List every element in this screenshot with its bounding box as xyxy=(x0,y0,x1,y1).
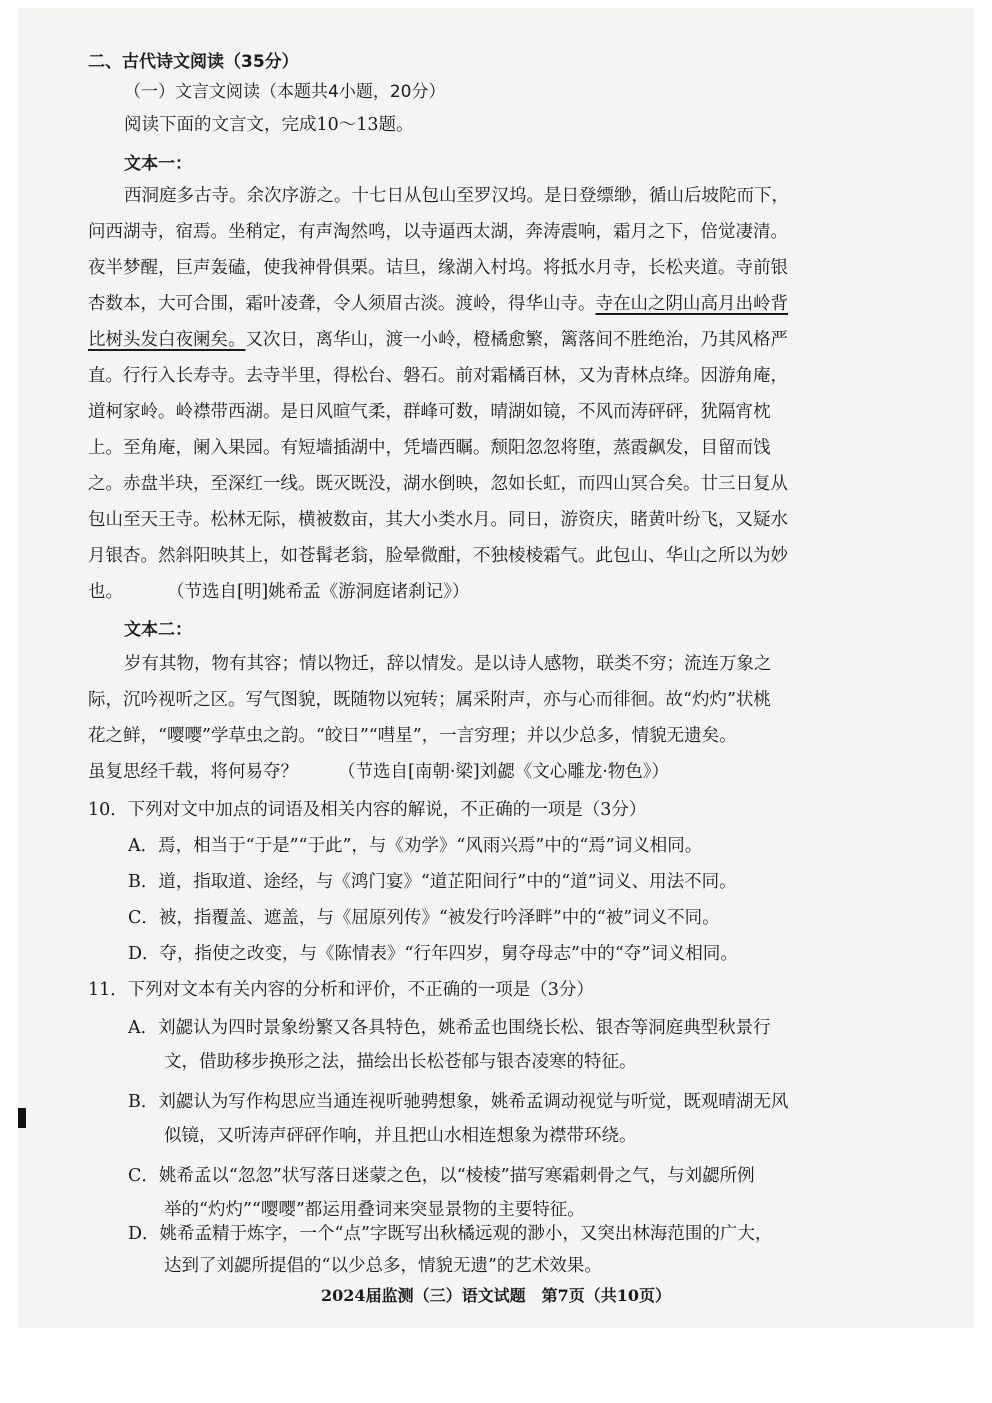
text1-line: 道柯家岭。岭襟带西湖。是日风暄气柔，群峰可数，晴湖如镜，不风而涛砰砰，犹隔宵枕 xyxy=(88,402,771,422)
text1-line xyxy=(88,292,788,316)
text2-line: 花之鲜，“嘤嘤”学草虫之韵。“皎日”“嘒星”，一言穷理；并以少总多，情貌无遗矣。 xyxy=(88,726,737,746)
text1-line: 上。至角庵，阑入果园。有短墙插湖中，凭墙西瞩。颓阳忽忽将堕，蒸霞飙发，目留而饯 xyxy=(88,438,771,458)
question-11-option-c: C．姚希孟以“忽忽”状写落日迷蒙之色，以“棱棱”描写寒霜刺骨之气，与刘勰所例 xyxy=(128,1166,755,1186)
text1-label: 文本一： xyxy=(124,154,192,174)
text1-line xyxy=(88,328,788,352)
text2-line: 际，沉吟视听之区。写气图貌，既随物以宛转；属采附声，亦与心而徘徊。故“灼灼”状桃 xyxy=(88,690,771,710)
underlined-sentence: 寺在山之阴山高月出岭背 xyxy=(595,294,788,314)
instruction: 阅读下面的文言文，完成10～13题。 xyxy=(124,115,414,135)
text1-line: 月银杏。然斜阳映其上，如苍髯老翁，脸晕微酣，不独棱棱霜气。此包山、华山之所以为妙 xyxy=(88,546,788,566)
text2-label: 文本二： xyxy=(124,620,192,640)
text1-line: 西洞庭多古寺。余次序游之。十七日从包山至罗汉坞。是日登缥缈，循山后坡陀而下， xyxy=(124,186,789,206)
section-title: 二、古代诗文阅读（35分） xyxy=(88,52,299,72)
text1-line-part: 也。 xyxy=(88,582,123,602)
question-11-option-c-cont: 举的“灼灼”“嘤嘤”都运用叠词来突显景物的主要特征。 xyxy=(164,1200,585,1220)
text2-line xyxy=(88,760,669,784)
question-11-stem: 11．下列对文本有关内容的分析和评价，不正确的一项是（3分） xyxy=(88,980,594,1000)
question-11-option-d: D．姚希孟精于炼字，一个“点”字既写出秋橘远观的渺小，又突出林海范围的广大， xyxy=(128,1224,773,1244)
text1-line: 之。赤盘半玦，至深红一线。既灭既没，湖水倒映，忽如长虹，而四山冥合矣。廿三日复从 xyxy=(88,474,788,494)
question-11-option-a: A．刘勰认为四时景象纷繁又各具特色，姚希孟也围绕长松、银杏等洞庭典型秋景行 xyxy=(128,1018,771,1038)
page-footer: 2024届监测（三）语文试题 第7页（共10页） xyxy=(321,1286,671,1305)
text1-line: 直。行行入长寿寺。去寺半里，得松台、磐石。前对霜橘百林，又为青林点绛。因游角庵， xyxy=(88,366,788,386)
text1-line: 问西湖寺，宿焉。坐稍定，有声淘然鸣，以寺逼西太湖，奔涛震响，霜月之下，倍觉凄清。 xyxy=(88,222,788,242)
text1-line: 包山至天王寺。松林无际，横被数亩，其大小类水月。同日，游资庆，睹黄叶纷飞，又疑水 xyxy=(88,510,788,530)
question-11-option-a-cont: 文，借助移步换形之法，描绘出长松苍郁与银杏凌寒的特征。 xyxy=(164,1052,637,1072)
question-10-option-a: A．焉，相当于“于是”“于此”，与《劝学》“风雨兴焉”中的“焉”词义相同。 xyxy=(128,836,703,856)
text1-line-part: 杏数本，大可合围，霜叶凌聋，令人须眉古淡。渡岭，得华山寺。 xyxy=(88,294,596,314)
scan-marker xyxy=(18,1108,26,1128)
question-10-option-b: B．道，指取道、途经，与《鸿门宴》“道芷阳间行”中的“道”词义、用法不同。 xyxy=(128,872,737,892)
subsection-title: （一）文言文阅读（本题共4小题，20分） xyxy=(124,82,446,102)
question-10-option-d: D．夺，指使之改变，与《陈情表》“行年四岁，舅夺母志”中的“夺”词义相同。 xyxy=(128,944,738,964)
text1-line-part: 又次日，离华山，渡一小岭，橙橘愈繁，篱落间不胜绝治，乃其风格严 xyxy=(245,330,788,350)
question-10-stem: 10．下列对文中加点的词语及相关内容的解说，不正确的一项是（3分） xyxy=(88,800,647,820)
question-10-option-c: C．被，指覆盖、遮盖，与《屈原列传》“被发行吟泽畔”中的“被”词义不同。 xyxy=(128,908,720,928)
text2-line: 岁有其物，物有其容；情以物迁，辞以情发。是以诗人感物，联类不穷；流连万象之 xyxy=(124,654,772,674)
question-11-option-d-cont: 达到了刘勰所提倡的“以少总多，情貌无遗”的艺术效果。 xyxy=(164,1256,602,1276)
text1-line xyxy=(88,580,469,604)
underlined-sentence: 比树头发白夜阑矣。 xyxy=(88,330,246,350)
text2-line-part: 虽复思经千载，将何易夺？ xyxy=(88,762,298,782)
text2-source: （节选自[南朝·梁]刘勰《文心雕龙·物色》） xyxy=(338,762,670,782)
question-11-option-b-cont: 似镜，又听涛声砰砰作响，并且把山水相连想象为襟带环绕。 xyxy=(164,1126,637,1146)
text1-source: （节选自[明]姚希孟《游洞庭诸刹记》） xyxy=(167,582,470,602)
question-11-option-b: B．刘勰认为写作构思应当通连视听驰骋想象，姚希孟调动视觉与听觉，既观晴湖无风 xyxy=(128,1092,789,1112)
text1-line: 夜半梦醒，巨声轰磕，使我神骨俱栗。诘旦，缘湖入村坞。将抵水月寺，长松夹道。寺前银 xyxy=(88,258,788,278)
